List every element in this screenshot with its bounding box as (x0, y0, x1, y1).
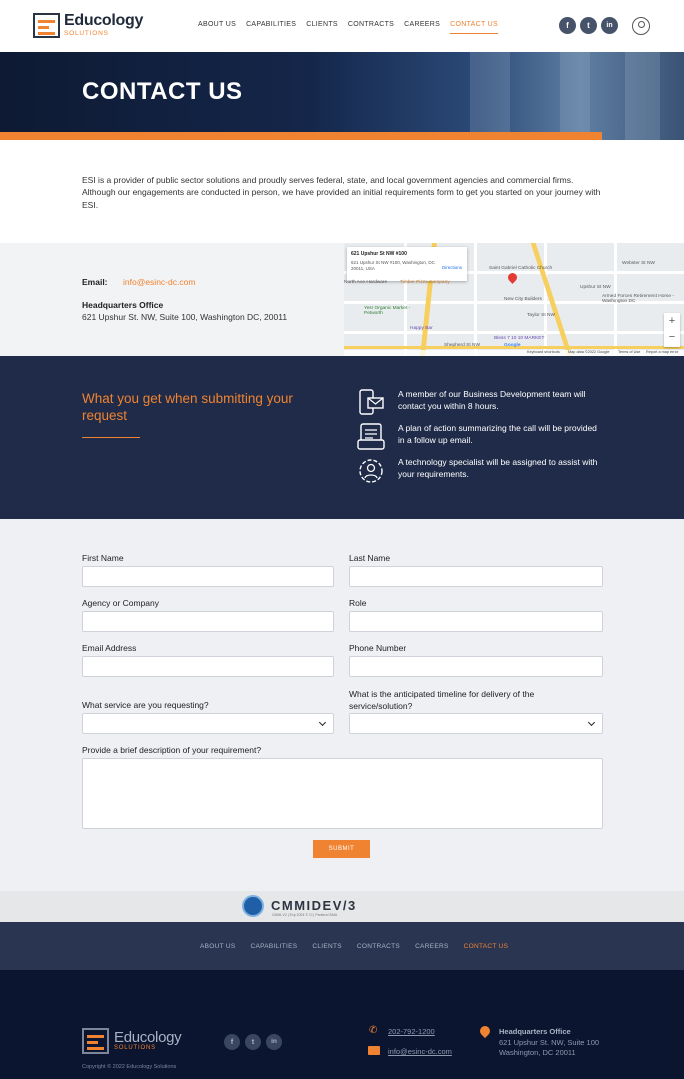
service-select[interactable] (82, 713, 334, 734)
nav-contracts[interactable]: CONTRACTS (347, 21, 395, 28)
heading-underline (82, 437, 140, 438)
footer-nav-contact[interactable]: CONTACT US (463, 943, 509, 950)
footer-nav-careers[interactable]: CAREERS (415, 943, 449, 950)
facebook-icon[interactable]: f (559, 17, 576, 34)
benefit-item (356, 456, 596, 486)
copyright: Copyright © 2022 Educology Solutions (82, 1064, 177, 1070)
email-address-label: Email Address (82, 643, 137, 653)
logo-sub: SOLUTIONS (64, 30, 109, 37)
footer-phone[interactable]: 202-792-1200 (388, 1027, 435, 1036)
role-label: Role (349, 598, 367, 608)
submit-button[interactable]: SUBMIT (313, 840, 370, 858)
linkedin-icon[interactable]: in (601, 17, 618, 34)
email-link[interactable]: info@esinc-dc.com (123, 277, 196, 287)
requirements-form (0, 519, 684, 891)
role-input[interactable] (349, 611, 603, 632)
footer-hq-label: Headquarters Office (499, 1027, 571, 1036)
benefit-text: A member of our Business Development team will contact you within 8 hours. (398, 389, 586, 411)
map-label: Upshur St NW (580, 285, 611, 290)
benefit-text: A technology specialist will be assigned to assist with your requirements. (398, 457, 598, 479)
map-report-link[interactable]: Report a map error (646, 350, 679, 354)
zoom-in-button[interactable]: + (668, 315, 676, 327)
description-textarea[interactable] (82, 758, 603, 829)
benefit-item (356, 422, 596, 452)
map-label: Webster St NW (622, 261, 655, 266)
first-name-input[interactable] (82, 566, 334, 587)
nav-about[interactable]: ABOUT US (198, 21, 237, 28)
timeline-select[interactable] (349, 713, 603, 734)
logo-name: Educology (64, 12, 144, 29)
nav-capabilities[interactable]: CAPABILITIES (246, 21, 297, 28)
map-label: North Ace Hardware (344, 280, 388, 285)
agency-input[interactable] (82, 611, 334, 632)
map-label: Taylor St NW (527, 313, 555, 318)
footer-linkedin-icon[interactable]: in (266, 1034, 282, 1050)
mail-icon (368, 1046, 380, 1055)
benefits-section (0, 356, 684, 519)
map-directions-link[interactable]: Directions (442, 265, 463, 270)
footer-nav-capabilities[interactable]: CAPABILITIES (250, 943, 298, 950)
benefits-heading: What you get when submitting your request (82, 391, 293, 423)
map-label: Armed Forces Retirement Home - Washington DC (602, 294, 674, 304)
benefit-item (356, 388, 596, 418)
nav-contact[interactable]: CONTACT US (450, 21, 498, 34)
map-zoom-control (664, 313, 680, 347)
footer-twitter-icon[interactable]: t (245, 1034, 261, 1050)
footer-email[interactable]: info@esinc-dc.com (388, 1047, 452, 1056)
map-keyboard-shortcuts[interactable]: Keyboard shortcuts (527, 350, 560, 354)
phone-icon: ✆ (369, 1025, 378, 1036)
nav-careers[interactable]: CAREERS (404, 21, 441, 28)
service-label: What service are you requesting? (82, 700, 209, 710)
agency-label: Agency or Company (82, 598, 160, 608)
footer-logo-sub: SOLUTIONS (114, 1045, 156, 1051)
map-label: Saint Gabriel Catholic Church (489, 266, 553, 271)
user-account-icon[interactable] (632, 17, 650, 35)
specialist-gear-icon (356, 456, 386, 486)
hq-label: Headquarters Office (82, 300, 164, 310)
map-label: Yes! Organic Market - Petworth (364, 306, 411, 316)
email-input[interactable] (82, 656, 334, 677)
footer-nav-clients[interactable]: CLIENTS (312, 943, 342, 950)
footer-hq-line1: 621 Upshur St. NW, Suite 100 (499, 1038, 600, 1047)
map-label: Bless 7 10 10 MARKET (494, 336, 545, 341)
contact-info-section (0, 243, 684, 356)
twitter-icon[interactable]: t (580, 17, 597, 34)
footer-nav-about[interactable]: ABOUT US (200, 943, 236, 950)
logo-mark-icon (33, 13, 60, 38)
footer-facebook-icon[interactable]: f (224, 1034, 240, 1050)
hero-banner (0, 52, 684, 140)
map-label: Happy Bar (410, 326, 433, 331)
description-label: Provide a brief description of your requirement? (82, 745, 262, 755)
footer-hq-line2: Washington, DC 20011 (499, 1048, 576, 1057)
location-pin-icon (478, 1024, 492, 1038)
map-card-title: 621 Upshur St NW #100 (351, 251, 407, 257)
logo[interactable] (33, 12, 144, 40)
email-label: Email: (82, 277, 108, 287)
footer-nav-contracts[interactable]: CONTRACTS (356, 943, 401, 950)
phone-mail-icon (356, 388, 386, 418)
last-name-input[interactable] (349, 566, 603, 587)
first-name-label: First Name (82, 553, 124, 563)
hero-accent-bar (0, 132, 602, 140)
nav-clients[interactable]: CLIENTS (306, 21, 338, 28)
cmmi-sub: CMMI-V2 | Exp 2024 © CI | Pantera ISMA (272, 913, 338, 917)
page-title: CONTACT US (82, 78, 243, 105)
benefit-text: A plan of action summarizing the call will be provided in a follow up email. (398, 423, 597, 445)
cmmi-globe-icon (242, 895, 264, 917)
zoom-out-button[interactable]: − (668, 331, 676, 343)
map-embed[interactable] (344, 243, 684, 356)
footer-logo-name: Educology (114, 1029, 182, 1046)
site-footer (0, 970, 684, 1079)
cmmi-label: CMMIDEV/3 (271, 898, 357, 913)
site-header (0, 0, 684, 52)
intro-text: ESI is a provider of public sector solutions and proudly serves federal, state, and local government agencies and commercial firms. Although our engagements are conducted in person, we have provided an initial requirements form to get you started on your journey with ESI. (82, 175, 601, 210)
map-place-card (347, 247, 467, 281)
google-logo: Google (504, 343, 521, 348)
phone-input[interactable] (349, 656, 603, 677)
phone-label: Phone Number (349, 643, 407, 653)
last-name-label: Last Name (349, 553, 391, 563)
main-nav (198, 21, 508, 34)
hq-address: 621 Upshur St. NW, Suite 100, Washington DC, 20011 (82, 312, 288, 322)
map-card-address: 621 Upshur St NW #100, Washington, DC 20011, USA (351, 260, 435, 271)
map-label: Timber Pizza Company (400, 280, 450, 285)
footer-logo-mark-icon (82, 1028, 109, 1054)
timeline-label: What is the anticipated timeline for delivery of the service/solution? (349, 689, 535, 711)
map-label: Shepherd St NW (444, 343, 480, 348)
footer-nav (0, 922, 684, 970)
document-plan-icon (356, 422, 386, 452)
map-label: New City Builders (504, 297, 542, 302)
map-data-credit: Map data ©2022 Google (568, 350, 610, 354)
footer-logo[interactable] (82, 1028, 192, 1056)
cmmi-badge-bar (0, 891, 684, 922)
map-terms-link[interactable]: Terms of Use (618, 350, 641, 354)
